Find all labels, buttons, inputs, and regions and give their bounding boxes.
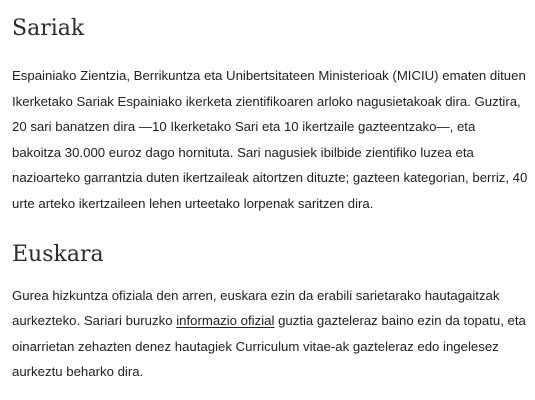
section-paragraph-language xyxy=(12,283,528,385)
section-heading-prizes: Sariak xyxy=(12,16,85,41)
paragraph-text-after-link: guztia gazteleraz baino ezin da topatu, eta oinarrietan zehazten denez hautagiek Curriculum vitae-ak gazteleraz edo ingelesez aurkeztu beharko dira. xyxy=(12,313,526,380)
section-paragraph-prizes: Espainiako Zientzia, Berrikuntza eta Unibertsitateen Ministerioak (MICIU) ematen dituen Ikerketako Sariak Espainiako ikerketa zientifikoaren arloko nagusietakoak dira. Guztira, 20 sari banatzen dira —10 Ikerketako Sari eta 10 ikertzaile gazteentzako—, eta bakoitza 30.000 euroz dago hornituta. Sari nagusiek ibilbide zientifiko luzea eta nazioarteko garrantzia duten ikertzaileak aitortzen dituzte; gazteen kategorian, berriz, 40 urte arteko ikertzaileen lehen urteetako lorpenak saritzen dira. xyxy=(12,68,528,211)
paragraph-text-before-link: Gurea hizkuntza ofiziala den arren, euskara ezin da erabili sarietarako hautagaitzak aurkezteko. Sariari buruzko xyxy=(12,287,500,329)
section-heading-language: Euskara xyxy=(12,241,104,267)
official-information-link[interactable]: informazio ofizial xyxy=(176,313,275,329)
article-content xyxy=(12,0,528,385)
